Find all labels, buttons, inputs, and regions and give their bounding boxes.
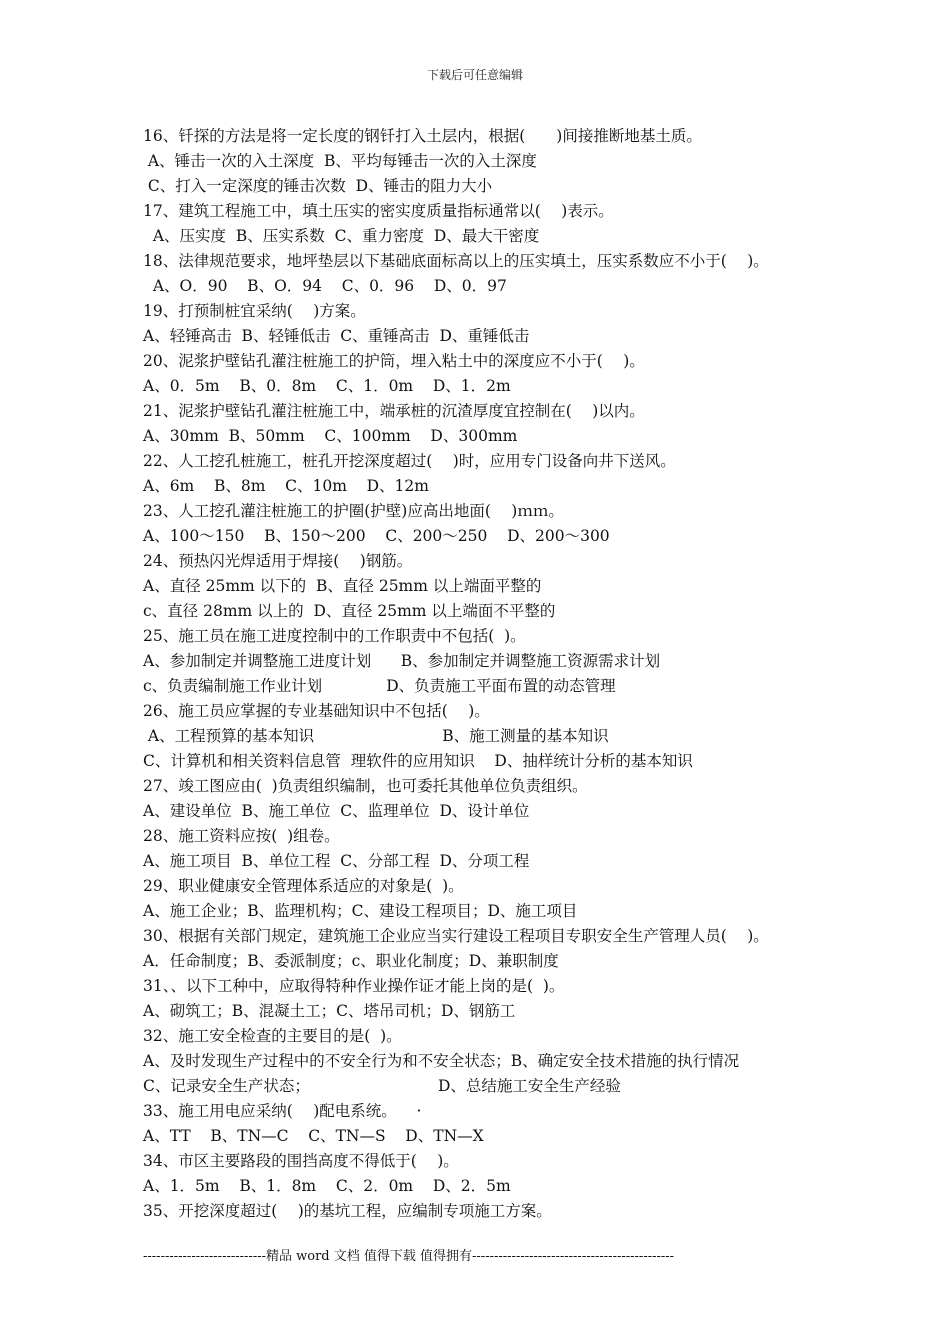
- text-line: A、30mm B、50mm C、100mm D、300mm: [143, 427, 518, 445]
- text-line: A、及时发现生产过程中的不安全行为和不安全状态；B、确定安全技术措施的执行情况: [143, 1052, 740, 1070]
- text-line: c、负责编制施工作业计划 D、负责施工平面布置的动态管理: [143, 677, 616, 695]
- text-line: 16、钎探的方法是将一定长度的钢钎打入土层内，根据( )间接推断地基土质。: [143, 127, 702, 145]
- text-line: 31、、以下工种中，应取得特种作业操作证才能上岗的是( )。: [143, 977, 565, 995]
- text-line: 19、打预制桩宜采纳( )方案。: [143, 302, 366, 320]
- text-line: 32、施工安全检查的主要目的是( )。: [143, 1027, 402, 1045]
- text-line: 24、预热闪光焊适用于焊接( )钢筋。: [143, 552, 413, 570]
- text-line: 18、法律规范要求，地坪垫层以下基础底面标高以上的压实填土，压实系数应不小于( )。: [143, 252, 769, 270]
- text-line: 29、职业健康安全管理体系适应的对象是( )。: [143, 877, 464, 895]
- text-line: A、6m B、8m C、10m D、12m: [143, 477, 429, 495]
- text-line: 30、根据有关部门规定，建筑施工企业应当实行建设工程项目专职安全生产管理人员( )。: [143, 927, 769, 945]
- text-line: A、轻锤高击 B、轻锤低击 C、重锤高击 D、重锤低击: [143, 327, 530, 345]
- text-line: 22、人工挖孔桩施工，桩孔开挖深度超过( )时，应用专门设备向井下送风。: [143, 452, 676, 470]
- question-list: [143, 124, 843, 1224]
- text-line: C、打入一定深度的锤击次数 D、锤击的阻力大小: [143, 177, 493, 195]
- text-line: 23、人工挖孔灌注桩施工的护圈(护壁)应高出地面( )ｍｍ。: [143, 502, 564, 520]
- text-line: A、工程预算的基本知识 B、施工测量的基本知识: [143, 727, 609, 745]
- text-line: 26、施工员应掌握的专业基础知识中不包括( )。: [143, 702, 490, 720]
- text-line: 20、泥浆护壁钻孔灌注桩施工的护筒，埋入粘土中的深度应不小于( )。: [143, 352, 645, 370]
- text-line: A、0．5m B、0．8m C、1．0m D、1．2m: [143, 377, 511, 395]
- text-line: A、砌筑工；B、混凝土工；C、塔吊司机；D、钢筋工: [143, 1002, 516, 1020]
- text-line: C、记录安全生产状态； D、总结施工安全生产经验: [143, 1077, 621, 1095]
- text-line: 35、开挖深度超过( )的基坑工程，应编制专项施工方案。: [143, 1202, 552, 1220]
- text-line: 25、施工员在施工进度控制中的工作职责中不包括( )。: [143, 627, 526, 645]
- text-line: A、施工项目 B、单位工程 C、分部工程 D、分项工程: [143, 852, 530, 870]
- text-line: A、1．5m B、1．8m C、2．0m D、2．5m: [143, 1177, 511, 1195]
- text-line: 21、泥浆护壁钻孔灌注桩施工中，端承桩的沉渣厚度宜控制在( )以内。: [143, 402, 645, 420]
- text-line: 34、市区主要路段的围挡高度不得低于( )。: [143, 1152, 459, 1170]
- text-line: 28、施工资料应按( )组卷。: [143, 827, 340, 845]
- text-line: A、建设单位 B、施工单位 C、监理单位 D、设计单位: [143, 802, 530, 820]
- text-line: A、直径 25mm 以下的 B、直径 25mm 以上端面平整的: [143, 577, 542, 595]
- page-footer: ----------------------------精品 word 文档 值得下载 值得拥有----------------------------------------------: [143, 1249, 675, 1264]
- text-line: 33、施工用电应采纳( )配电系统。 ·: [143, 1102, 422, 1120]
- text-line: A、施工企业；B、监理机构；C、建设工程项目；D、施工项目: [143, 902, 578, 920]
- text-line: A、压实度 B、压实系数 C、重力密度 D、最大干密度: [143, 227, 540, 245]
- text-line: A、锤击一次的入土深度 B、平均每锤击一次的入土深度: [143, 152, 537, 170]
- text-line: A．任命制度；B、委派制度；c、职业化制度；D、兼职制度: [143, 952, 559, 970]
- text-line: A、TT B、TN—C C、TN—S D、TN—X: [143, 1127, 484, 1145]
- page-header: 下载后可任意编辑: [426, 68, 523, 82]
- text-line: C、计算机和相关资料信息管 理软件的应用知识 D、抽样统计分析的基本知识: [143, 752, 693, 770]
- text-line: A、O．90 B、O．94 C、0．96 D、0．97: [143, 277, 507, 295]
- text-line: A、100～150 B、150～200 C、200～250 D、200～300: [143, 527, 610, 545]
- text-line: 17、建筑工程施工中，填土压实的密实度质量指标通常以( )表示。: [143, 202, 614, 220]
- text-line: c、直径 28mm 以上的 D、直径 25mm 以上端面不平整的: [143, 602, 556, 620]
- text-line: A、参加制定并调整施工进度计划 B、参加制定并调整施工资源需求计划: [143, 652, 661, 670]
- text-line: 27、竣工图应由( )负责组织编制，也可委托其他单位负责组织。: [143, 777, 588, 795]
